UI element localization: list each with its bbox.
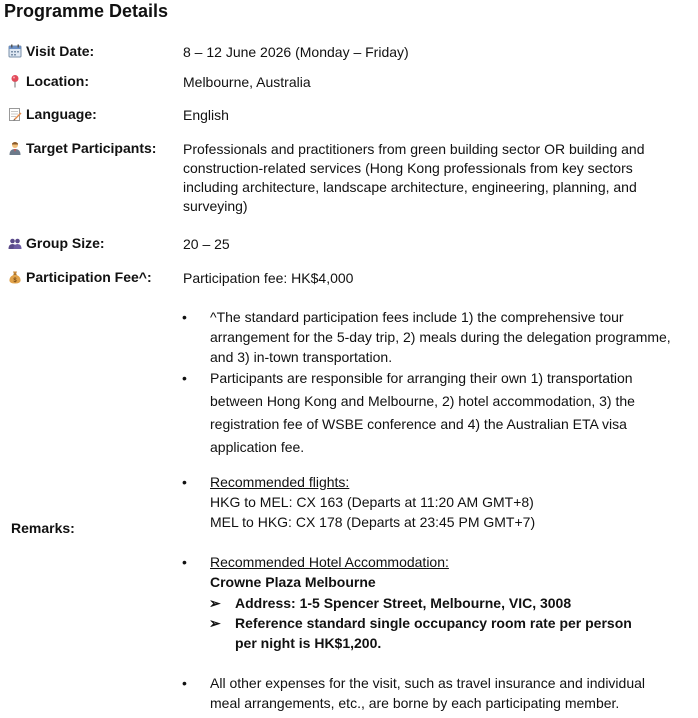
responsibility-line: application fee. — [210, 439, 305, 455]
page-title: Programme Details — [4, 1, 169, 21]
hotel-block — [210, 552, 680, 592]
visit-date-value: 8 – 12 June 2026 (Monday – Friday) — [183, 44, 409, 60]
bullet-marker: • — [182, 554, 187, 570]
location-label-row — [8, 73, 89, 89]
hotel-rate — [235, 613, 685, 653]
other-expenses-line: meal arrangements, etc., are borne by each participating member. — [210, 695, 620, 711]
flights-heading: Recommended flights: — [210, 474, 350, 490]
arrow-marker: ➢ — [209, 615, 221, 631]
remarks-label: Remarks: — [11, 520, 75, 536]
memo-icon — [8, 107, 22, 121]
other-expenses — [210, 673, 685, 713]
target-line: construction-related services (Hong Kong professionals from key sectors — [183, 160, 633, 176]
language-label-row — [8, 106, 97, 122]
fee-note-line: arrangement for the 5-day trip, 2) meals during the delegation programme, — [210, 329, 671, 345]
bullet-marker: • — [182, 309, 187, 325]
location-value: Melbourne, Australia — [183, 74, 311, 90]
calendar-icon — [8, 44, 22, 58]
fee-note-line: ^The standard participation fees include 1) the comprehensive tour — [210, 309, 624, 325]
target-value — [183, 140, 644, 216]
hotel-address: Address: 1-5 Spencer Street, Melbourne, VIC, 3008 — [235, 595, 572, 611]
target-line: including architecture, landscape architecture, engineering, planning, and — [183, 179, 637, 195]
target-label: Target Participants: — [26, 140, 157, 156]
fee-label: Participation Fee^: — [26, 269, 152, 285]
hotel-heading: Recommended Hotel Accommodation: — [210, 554, 449, 570]
fee-label-row — [8, 269, 152, 285]
language-label: Language: — [26, 106, 97, 122]
group-size-label: Group Size: — [26, 235, 105, 251]
hotel-rate-line: per night is HK$1,200. — [235, 635, 382, 651]
target-label-row — [8, 140, 156, 156]
target-line: surveying) — [183, 198, 248, 214]
responsibility-line: Participants are responsible for arranging their own 1) transportation — [210, 370, 633, 386]
language-value: English — [183, 107, 229, 123]
target-line: Professionals and practitioners from green building sector OR building and — [183, 141, 645, 157]
pin-icon — [8, 74, 22, 88]
other-expenses-line: All other expenses for the visit, such as travel insurance and individual — [210, 675, 646, 691]
hotel-name: Crowne Plaza Melbourne — [210, 574, 376, 590]
arrow-marker: ➢ — [209, 595, 221, 611]
bullet-marker: • — [182, 675, 187, 691]
person-icon — [8, 141, 22, 155]
hotel-rate-line: Reference standard single occupancy room rate per person — [235, 615, 632, 631]
group-icon — [8, 236, 22, 250]
flights-block — [210, 472, 680, 532]
visit-date-label: Visit Date: — [26, 43, 95, 59]
visit-date-label-row — [8, 43, 94, 59]
svg-text:$: $ — [13, 277, 17, 284]
responsibility-note — [210, 367, 680, 459]
flight-outbound: HKG to MEL: CX 163 (Departs at 11:20 AM GMT+8) — [210, 494, 534, 510]
fee-value: Participation fee: HK$4,000 — [183, 270, 354, 286]
location-label: Location: — [26, 73, 89, 89]
fee-note-line: and 3) in-town transportation. — [210, 349, 393, 365]
flight-return: MEL to HKG: CX 178 (Departs at 23:45 PM GMT+7) — [210, 514, 536, 530]
responsibility-line: registration fee of WSBE conference and 4) the Australian ETA visa — [210, 416, 627, 432]
responsibility-line: between Hong Kong and Melbourne, 2) hotel accommodation, 3) the — [210, 393, 635, 409]
bullet-marker: • — [182, 370, 187, 386]
fee-note — [210, 307, 685, 367]
money-bag-icon — [8, 270, 22, 284]
group-size-value: 20 – 25 — [183, 236, 230, 252]
bullet-marker: • — [182, 474, 187, 490]
group-size-label-row — [8, 235, 105, 251]
